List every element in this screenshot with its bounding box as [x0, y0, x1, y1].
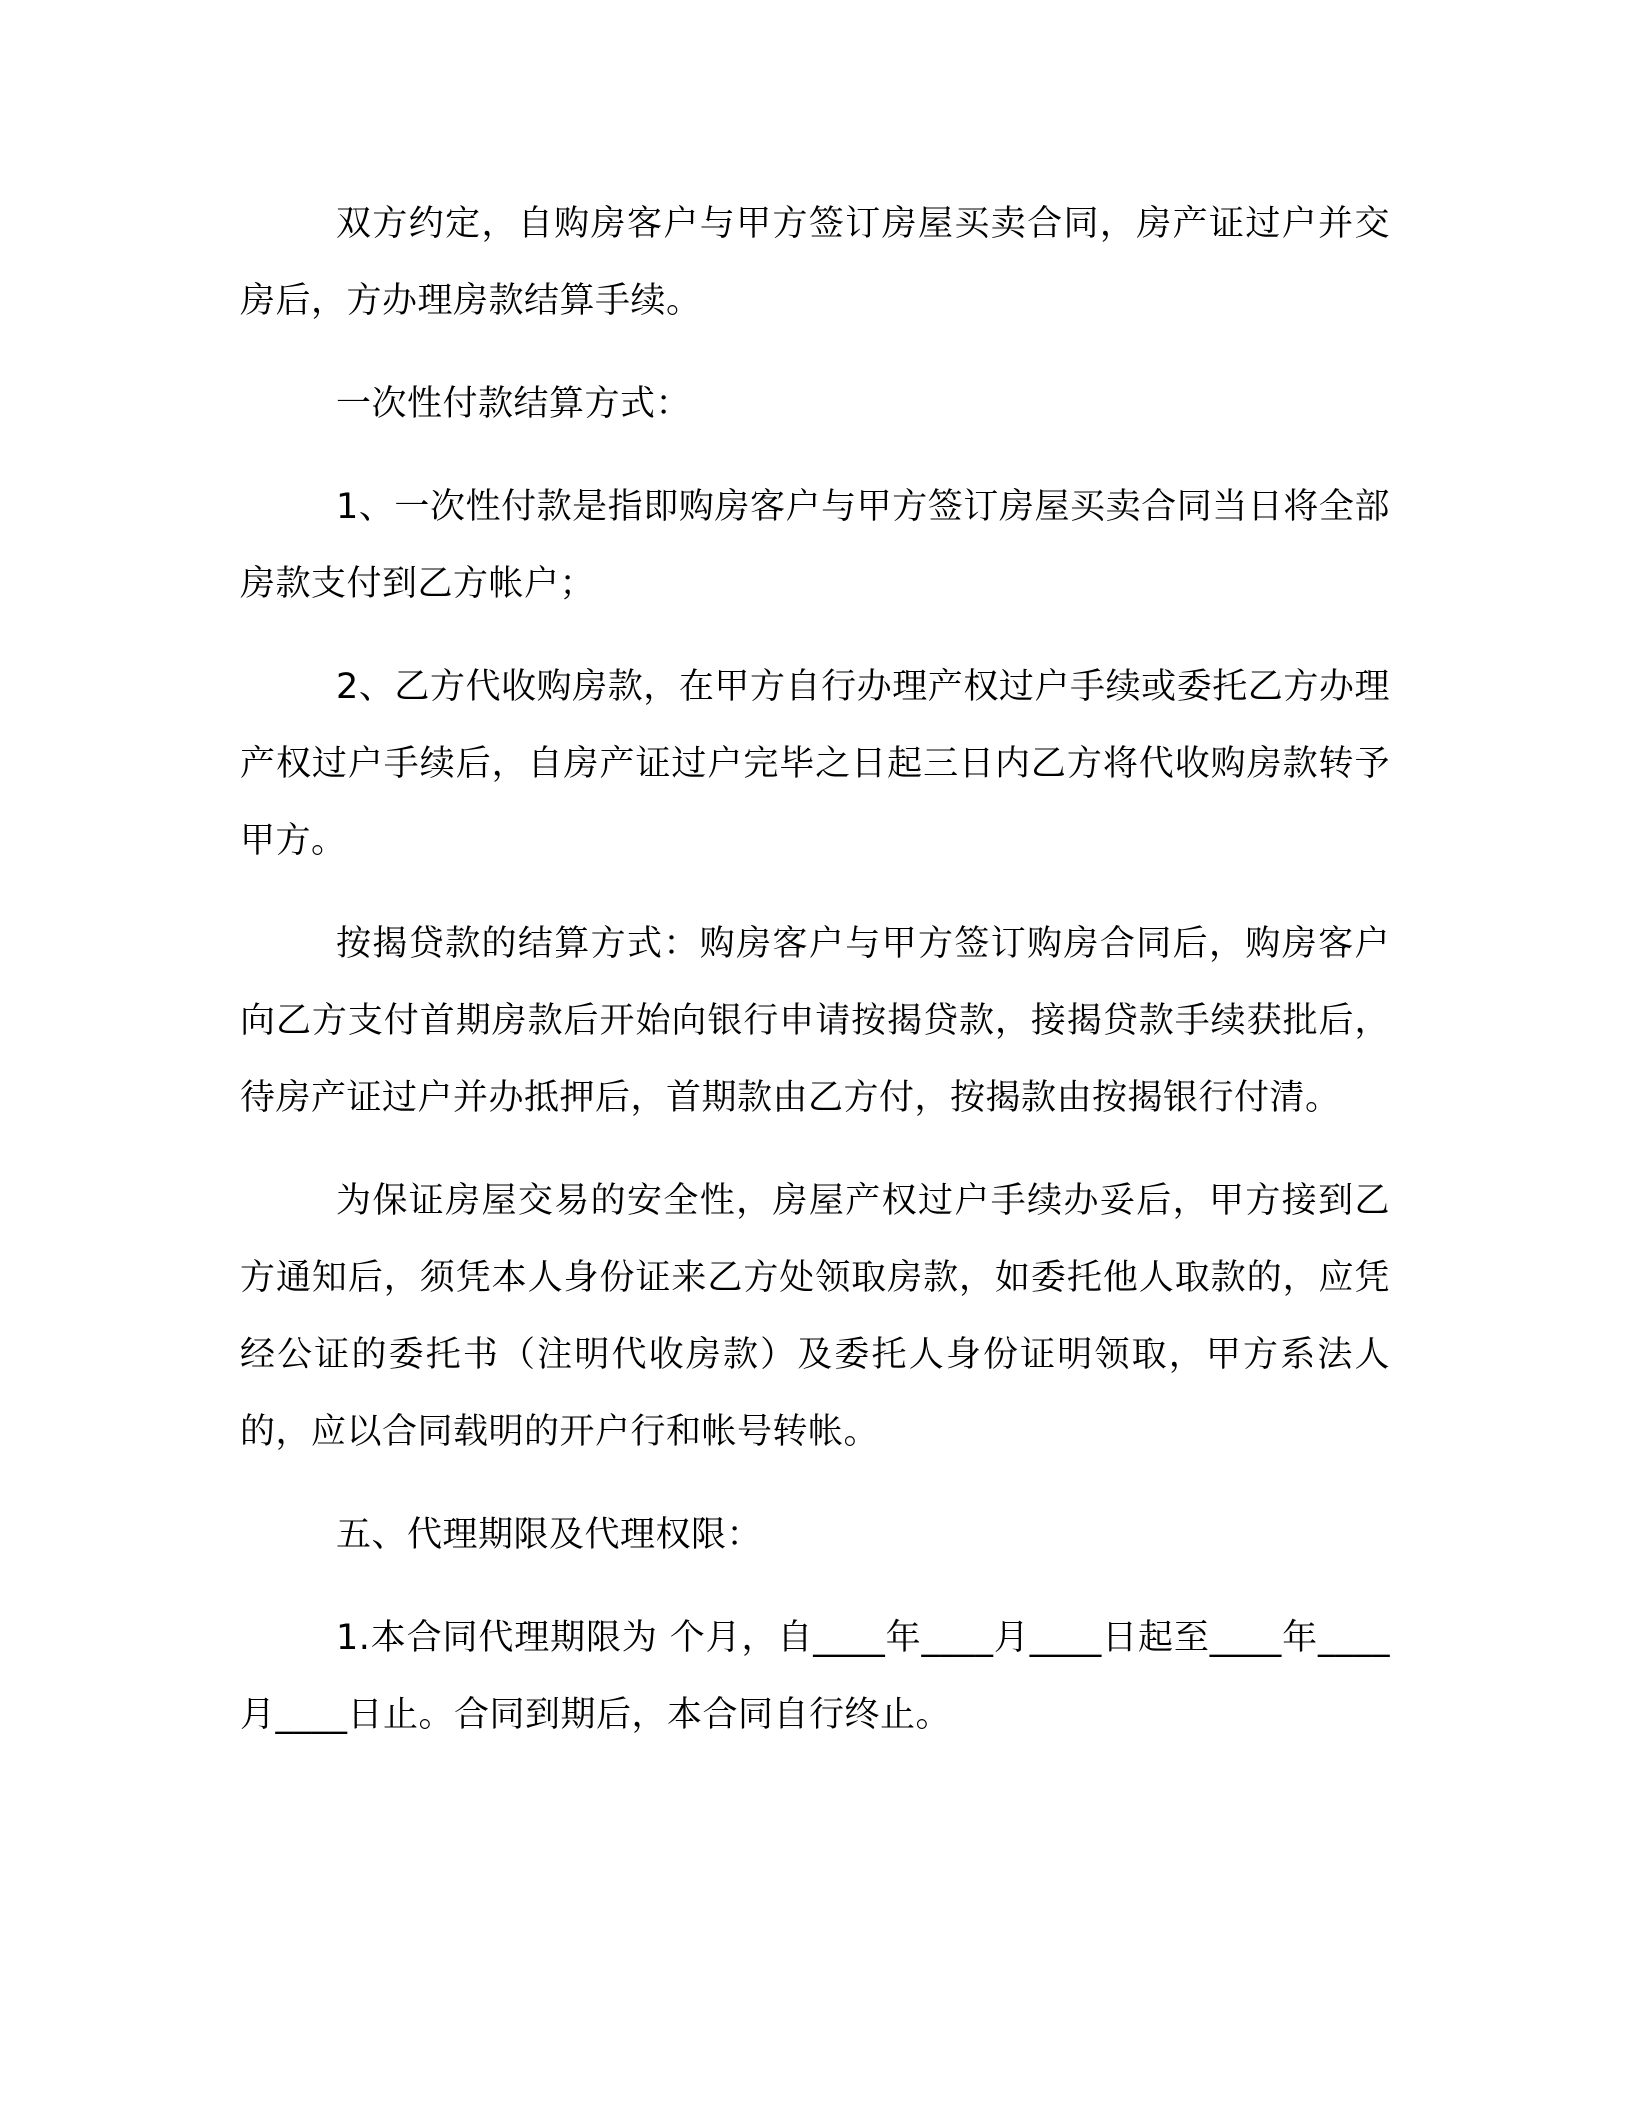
document-page — [240, 186, 1390, 1780]
paragraph-settlement-agreement: 双方约定，自购房客户与甲方签订房屋买卖合同，房产证过户并交房后，方办理房款结算手续。 — [240, 204, 1390, 321]
paragraph-agency-term-item-1: 1.本合同代理期限为 个月，自____年____月____日起至____年____月____日止。合同到期后，本合同自行终止。 — [240, 1618, 1390, 1735]
paragraph-lump-sum-item-2: 2、乙方代收购房款，在甲方自行办理产权过户手续或委托乙方办理产权过户手续后，自房产证过户完毕之日起三日内乙方将代收购房款转予甲方。 — [240, 667, 1390, 861]
paragraph-lump-sum-heading: 一次性付款结算方式： — [336, 384, 692, 424]
paragraph-lump-sum-item-1: 1、一次性付款是指即购房客户与甲方签订房屋买卖合同当日将全部房款支付到乙方帐户； — [240, 487, 1390, 604]
paragraph-mortgage-settlement: 按揭贷款的结算方式：购房客户与甲方签订购房合同后，购房客户向乙方支付首期房款后开始向银行申请按揭贷款，接揭贷款手续获批后，待房产证过户并办抵押后，首期款由乙方付，按揭款由按揭银行付清。 — [240, 924, 1390, 1118]
paragraph-transaction-safety: 为保证房屋交易的安全性，房屋产权过户手续办妥后，甲方接到乙方通知后，须凭本人身份证来乙方处领取房款，如委托他人取款的，应凭经公证的委托书（注明代收房款）及委托人身份证明领取，甲方系法人的，应以合同载明的开户行和帐号转帐。 — [240, 1181, 1390, 1452]
section-heading-agency-term: 五、代理期限及代理权限： — [336, 1515, 763, 1555]
